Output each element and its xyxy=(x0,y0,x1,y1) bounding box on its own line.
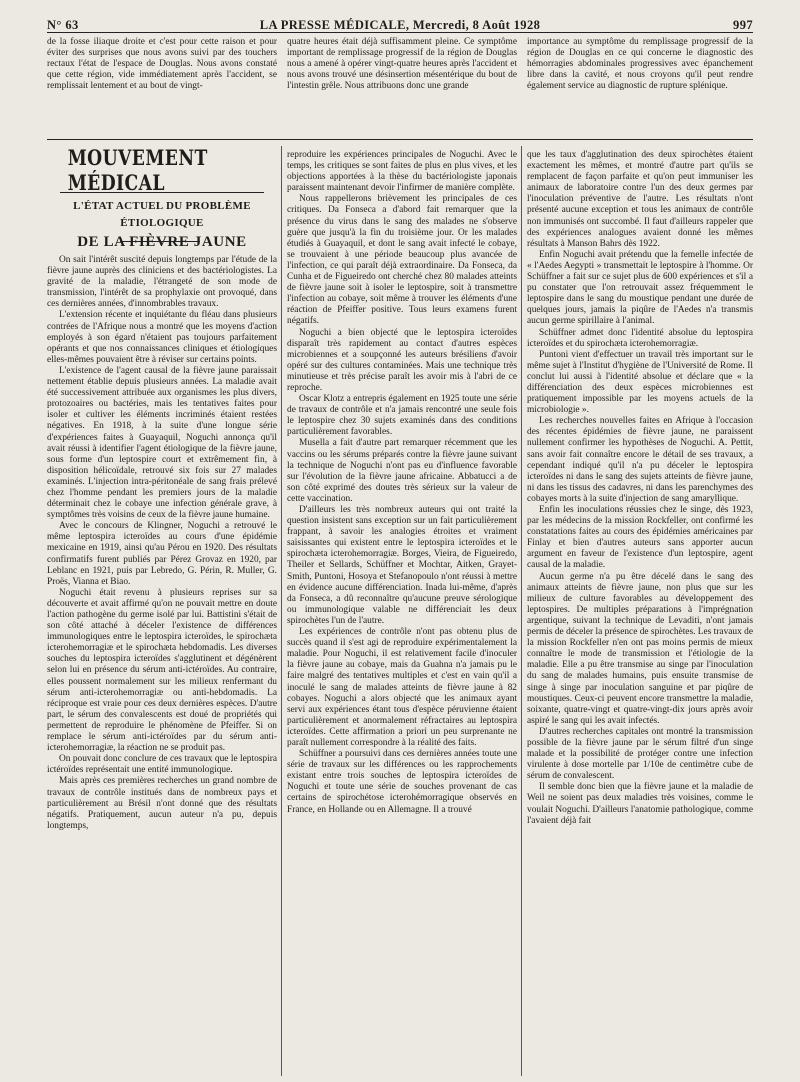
paragraph: On sait l'intérêt suscité depuis longtemps par l'étude de la fièvre jaune auprès des cliniciens et des bactériologistes. La gravité de la maladie, l'étrangeté de son mode de transmission, l'intérêt de sa prophylaxie ont provoqué, dans ces dernières années, d'innombrables travaux. xyxy=(47,255,277,310)
page-number: 997 xyxy=(733,18,753,32)
paragraph: quatre heures était déjà suffisamment pleine. Ce symptôme important de remplissage progressif de la région de Douglas nous a amené à opérer vingt-quatre heures après l'accident et nous avons trouvé une désinsertion mésentérique du bout de l'intestin grêle. Nous attribuons donc une grande xyxy=(287,37,517,92)
paragraph: importance au symptôme du remplissage progressif de la région de Douglas en ce qui concerne le diagnostic des hémorragies abdominales progressives avec épanchement libre dans la cavité, et nous croyons qu'il peut rendre également service au diagnostic de rupture splénique. xyxy=(527,37,753,92)
article-title-line-1: L'ÉTAT ACTUEL DU PROBLÈME ÉTIOLOGIQUE xyxy=(73,200,251,229)
paragraph: Schüffner admet donc l'identité absolue du leptospira icteroïdes et du spirochæta icterohemorragiæ. xyxy=(527,327,753,349)
column-rule xyxy=(521,146,522,1076)
article-title xyxy=(52,198,272,251)
title-ornament-rule xyxy=(120,241,200,242)
paragraph: Puntoni vient d'effectuer un travail très important sur le même sujet à l'Institut d'hygiène de l'Université de Rome. Il conclut lui aussi à l'identité absolue et déclare que « la différenciation des deux espèces microbiennes est pratiquement impossible par les moyens actuels de la microbiologie ». xyxy=(527,349,753,416)
page-header xyxy=(47,6,753,33)
paragraph: Oscar Klotz a entrepris également en 1925 toute une série de travaux de contrôle et n'a jamais rencontré une seule fois le leptospire chez 30 sujets examinés dans des conditions particulièrement favorables. xyxy=(287,394,517,438)
paragraph: Les recherches nouvelles faites en Afrique à l'occasion des récentes épidémies de fièvre jaune, ne paraissent nullement confirmer les hypothèses de Noguchi. A. Pettit, sans avoir fait connaître encore le détail de ses travaux, a cependant indiqué qu'il n'a pu déceler le leptospira icteroïdes ni dans le sang des sujets atteints de fièvre jaune, ni dans les tissus des cadavres, ni dans les parenchymes des cobayes morts à la suite d'injection de sang amaryllique. xyxy=(527,416,753,504)
article-column-1 xyxy=(47,255,277,1077)
paragraph: Mais après ces premières recherches un grand nombre de travaux de contrôle institués dans de nombreux pays et particulièrement au Brésil n'ont donné que des résultats négatifs. Pratiquement, aucun auteur n'a pu, depuis longtemps, xyxy=(47,776,277,831)
paragraph: Les expériences de contrôle n'ont pas obtenu plus de succès quand il s'est agi de reproduire expérimentalement la maladie. Pour Noguchi, il est relativement facile d'inoculer la fièvre jaune au cobaye, mais da Guahna n'a jamais pu le faire malgré des tentatives multiples et c'est en vain qu'il a inoculé le sang de malades atteints de fièvre jaune à 82 cobayes. Noguchi a alors objecté que les animaux ayant servi aux expériences étant tous d'espèce péruvienne étaient particulièrement et anormalement réfractaires au leptospira icteroïdes. Cette affirmation a priori un peu surprenante ne paraît nullement correspondre à la réalité des faits. xyxy=(287,627,517,748)
top-text-col1 xyxy=(47,37,277,92)
paragraph: Schüffner a poursuivi dans ces dernières années toute une série de travaux sur les différences ou les rapprochements existant entre trois souches de leptospira icteroïdes de Noguchi et toute une série de souches provenant de cas certains de spirochétose icterohémorragique observés en France, en Hollande ou en Allemagne. Il a trouvé xyxy=(287,749,517,815)
paragraph: Nous rappellerons brièvement les principales de ces critiques. Da Fonseca a d'abord fait remarquer que la présence du virus dans le sang des malades ne s'observe guère que jusqu'à la fin du troisième jour. Or les malades étudiés à Guayaquil, et dont le sang avait infecté le cobaye, se trouvaient à une période beaucoup plus avancée de l'infection, ce qui paraît déjà extraordinaire. Da Fonseca, da Cunha et de Figueiredo ont cherché chez 80 malades atteints de fièvre jaune soit à isoler le leptospire, soit à transmettre l'infection au cobaye, soit même à trouver les éléments d'une réaction de Pfeiffer positive. Tous leurs examens furent négatifs. xyxy=(287,194,517,327)
section-divider xyxy=(47,139,753,140)
journal-title: LA PRESSE MÉDICALE, Mercredi, 8 Août 1928 xyxy=(259,18,541,32)
paragraph: Musella a fait d'autre part remarquer récemment que les vaccins ou les sérums préparés contre la fièvre jaune suivant la technique de Noguchi n'ont pas eu d'influence favorable sur l'évolution de la fièvre jaune africaine. Abbatucci a de son côté exprimé des doutes très sérieux sur la valeur de cette vaccination. xyxy=(287,438,517,504)
paragraph: Noguchi était revenu à plusieurs reprises sur sa découverte et avait affirmé qu'on ne pouvait mettre en doute l'action pathogène du germe isolé par lui. Battistini s'était de son côté attaché à déceler l'existence de différences immunologiques entre le leptospira icteroïdes, le spirochæta icterohemorragiæ et le spirochæta hebdomadis. Les diverses souches du leptospira icteroïdes s'agglutinent et dégénèrent selon lui en présence du sérum anti-ictéroïdes. Au contraire, elles poussent normalement sur les milieux renfermant du sérum anti-icterohemorragiæ ou anti-hebdomadis. La réciproque est vraie pour ces deux dernières espèces. D'autre part, le sérum des convalescents est doué de propriétés qui permettent de reproduire le phénomène de Pfeiffer. Si on remplace le sérum anti-ictéroïdes par du sérum anti-icterohemorragiæ, la réaction ne se produit pas. xyxy=(47,587,277,754)
paragraph: Il semble donc bien que la fièvre jaune et la maladie de Weil ne soient pas deux maladies très voisines, comme le voulait Noguchi. D'ailleurs l'anatomie pathologique, comme l'avaient déjà fait xyxy=(527,782,753,826)
paragraph: On pouvait donc conclure de ces travaux que le leptospira ictéroïdes représentait une entité immunologique. xyxy=(47,754,277,776)
paragraph: reproduire les expériences principales de Noguchi. Avec le temps, les critiques se sont faites de plus en plus vives, et les objections apportées à la thèse du bactériologiste japonais paraissent maintenant devoir l'infirmer de manière complète. xyxy=(287,150,517,194)
paragraph: L'existence de l'agent causal de la fièvre jaune paraissait nettement établie depuis plusieurs années. La maladie avait été successivement attribuée aux organismes les plus divers, protozoaires ou bactéries, mais les tentatives faites pour isoler et cultiver les éléments incriminés étaient restées négatives. En 1918, à la suite d'une longue série d'expériences faites à Guayaquil, Noguchi annonça qu'il avait réussi à identifier l'agent étiologique de la fièvre jaune, sous forme d'un leptospire court et extrêmement fin, à disposition hélicoïdale, retrouvé six fois sur 27 malades examinés. L'injection intra-péritonéale de sang frais prélevé chez l'homme pendant les premiers jours de la maladie déterminait chez le cobaye une infection générale grave, à symptômes très voisins de ceux de la fièvre jaune humaine. xyxy=(47,365,277,521)
paragraph: Enfin Noguchi avait prétendu que la femelle infectée de « l'Aedes Aegypti » transmettait le leptospire à l'homme. Or Schüffner a fait sur ce sujet plus de 600 expériences et s'il a pu constater que l'on retrouvait assez fréquemment le leptospire dans le sang du moustique pendant une durée de quelques jours, jamais la piqûre de l'Aedes n'a transmis aucun germe spirillaire à l'animal. xyxy=(527,249,753,327)
section-title: MOUVEMENT MÉDICAL xyxy=(67,145,208,195)
article-column-3 xyxy=(527,150,753,1077)
title-divider xyxy=(60,192,264,193)
paragraph: Enfin les inoculations réussies chez le singe, dès 1923, par les médecins de la mission Rockfeller, ont confirmé les constatations faites au cours des épidémies américaines par Finlay et bien d'autres auteurs sans apporter aucun argument en faveur de l'existence d'un leptospire, agent causal de la maladie. xyxy=(527,505,753,571)
paragraph: L'extension récente et inquiétante du fléau dans plusieurs contrées de l'Afrique nous a montré que les moyens d'action employés à son égard n'étaient pas toujours parfaitement opérants et que nos connaissances cliniques et étiologiques elles-mêmes pouvaient être à réviser sur certains points. xyxy=(47,310,277,365)
paragraph: que les taux d'agglutination des deux spirochètes étaient exactement les mêmes, et montré d'autre part qu'ils se remplacent de façon parfaite et qu'on peut immuniser les animaux de laboratoire contre l'un des deux germes par l'inoculation préventive de l'autre. Les résultats n'ont présenté aucune exception et tous les animaux de contrôle non immunisés ont succombé. Il faut d'ailleurs rappeler que des expériences analogues avaient donné les mêmes résultats à Manson Bahrs dès 1922. xyxy=(527,150,753,249)
article-title-line-2: DE LA FIÈVRE JAUNE xyxy=(77,234,247,250)
paragraph: D'autres recherches capitales ont montré la transmission possible de la fièvre jaune par le sérum filtré d'un singe malade et la possibilité de protéger contre une infection virulente à dose mortelle par 1/10e de centimètre cube de sérum de convalescent. xyxy=(527,726,753,782)
paragraph: Noguchi a bien objecté que le leptospira icteroïdes disparaît très rapidement au contact d'autres espèces microbiennes et a soupçonné les auteurs brésiliens d'avoir opéré sur des cultures contaminées. Mais une technique très minutieuse et très précise paraît les avoir mis à l'abri de ce reproche. xyxy=(287,327,517,393)
column-rule xyxy=(281,146,282,1076)
paragraph: D'ailleurs les très nombreux auteurs qui ont traité la question insistent sans exception sur un fait particulièrement frappant, à savoir les analogies étroites et vraiment saisissantes qui existent entre le leptospira icteroïdes et le spirochæta icterohemorragiæ. Borges, Vieira, de Figueiredo, Theiler et Sellards, Schüffner et Mochtar, Aitken, Grayet-Smith, Puntoni, Hosoya et Stefanopoulo n'ont réussi à mettre en évidence aucune différenciation. Inada lui-même, d'après da Fonseca, a dû reconnaître qu'aucune preuve sérologique ou immunologique valable ne différenciait les deux spirochètes l'un de l'autre. xyxy=(287,505,517,626)
article-column-2 xyxy=(287,150,517,1077)
top-text-col2 xyxy=(287,37,517,92)
paragraph: Avec le concours de Klingner, Noguchi a retrouvé le même leptospira icteroïdes au cours d'une épidémie mexicaine en 1919, ainsi qu'au Pérou en 1920. Des résultats confirmatifs furent publiés par Pérez Grovaz en 1920, par Leblanc en 1921, puis par Lebredo, G. Périn, R. Muller, G. Proës, Vianna et Biao. xyxy=(47,521,277,587)
paragraph: Aucun germe n'a pu être décelé dans le sang des animaux atteints de fièvre jaune, non plus que sur les milieux de culture favorables au développement des leptospires. De multiples préparations à l'imprégnation argentique, suivant la technique de Levaditi, n'ont jamais permis de déceler la présence de spirochètes. Les travaux de la mission Rockfeller n'en ont pas moins permis de mieux connaître le mode de transmission et l'étiologie de la maladie. Elle a pu être transmise au singe par l'inoculation du sang de malades humains, puis ensuite transmise de singe à singe par inoculation sanguine et par piqûre de moustiques. Ceux-ci peuvent encore transmettre la maladie, soixante, quatre-vingt et quatre-vingt-dix jours après avoir aspiré le sang qui les avait infectés. xyxy=(527,571,753,726)
top-text-col3 xyxy=(527,37,753,92)
issue-number: N° 63 xyxy=(47,18,79,32)
paragraph: de la fosse iliaque droite et c'est pour cette raison et pour éviter des surprises que nous avons suivi par des touchers rectaux l'état de l'espace de Douglas. Nous avons constaté que cette région, vide immédiatement après l'accident, se remplissait lentement et au bout de vingt- xyxy=(47,37,277,92)
